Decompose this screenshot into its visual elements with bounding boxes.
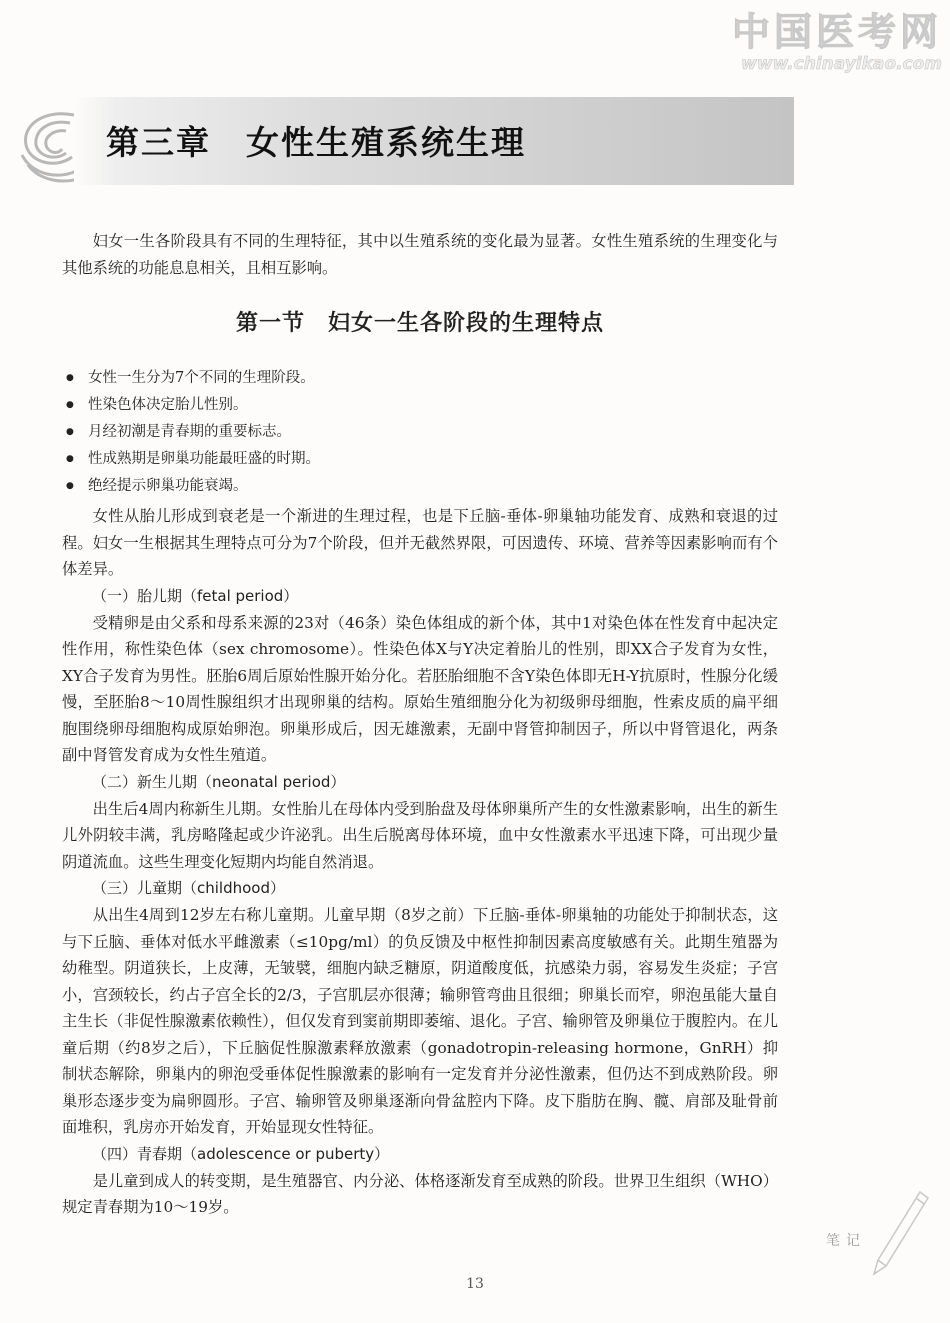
watermark xyxy=(692,10,942,74)
paragraph-overview: 女性从胎儿形成到衰老是一个渐进的生理过程，也是下丘脑-垂体-卵巢轴功能发育、成熟和衰退的过程。妇女一生根据其生理特点可分为7个阶段，但并无截然界限，可因遗传、环境、营养等因素影响而有个体差异。 xyxy=(62,507,778,578)
list-item: ● 月经初潮是青春期的重要标志。 xyxy=(62,419,778,446)
paragraph-childhood: 从出生4周到12岁左右称儿童期。儿童早期（8岁之前）下丘脑-垂体-卵巢轴的功能处于抑制状态，这与下丘脑、垂体对低水平雌激素（≤10pg/ml）的负反馈及中枢性抑制因素高度敏感有关。此期生殖器为幼稚型。阴道狭长，上皮薄，无皱襞，细胞内缺乏糖原，阴道酸度低，抗感染力弱，容易发生炎症；子宫小，宫颈较长，约占子宫全长的2/3，子宫肌层亦很薄；输卵管弯曲且很细；卵巢长而窄，卵泡虽能大量自主生长（非促性腺激素依赖性），但仅发育到窦前期即萎缩、退化。子宫、输卵管及卵巢位于腹腔内。在儿童后期（约8岁之后），下丘脑促性腺激素释放激素（gonadotropin-releasing hormone，GnRH）抑制状态解除，卵巢内的卵泡受垂体促性腺激素的影响有一定发育并分泌性激素，但仍达不到成熟阶段。卵巢形态逐步变为扁卵圆形。子宫、输卵管及卵巢逐渐向骨盆腔内下降。皮下脂肪在胸、髋、肩部及耻骨前面堆积，乳房亦开始发育，开始显现女性特征。 xyxy=(62,906,778,1136)
chapter-title: 第三章 女性生殖系统生理 xyxy=(106,123,526,162)
subheading-adolescence: （四）青春期（adolescence or puberty） xyxy=(92,1144,390,1163)
subheading-childhood: （三）儿童期（childhood） xyxy=(92,879,285,897)
list-item: ● 性染色体决定胎儿性别。 xyxy=(62,392,778,419)
watermark-url: www.chinayikao.com xyxy=(741,54,942,74)
chapter-header xyxy=(14,95,794,191)
list-item: ● 性成熟期是卵巢功能最旺盛的时期。 xyxy=(62,446,778,473)
section-title: 第一节 妇女一生各阶段的生理特点 xyxy=(235,310,604,336)
body-text xyxy=(62,503,778,1221)
intro-paragraph: 妇女一生各阶段具有不同的生理特征，其中以生殖系统的变化最为显著。女性生殖系统的生理变化与其他系统的功能息息相关，且相互影响。 xyxy=(62,232,778,277)
paragraph-adolescence: 是儿童到成人的转变期，是生殖器官、内分泌、体格逐渐发育至成熟的阶段。世界卫生组织（WHO）规定青春期为10～19岁。 xyxy=(62,1171,778,1216)
key-points-list xyxy=(62,365,778,500)
paragraph-neonatal: 出生后4周内称新生儿期。女性胎儿在母体内受到胎盘及母体卵巢所产生的女性激素影响，出生的新生儿外阴较丰满，乳房略隆起或少许泌乳。出生后脱离母体环境，血中女性激素水平迅速下降，可出现少量阴道流血。这些生理变化短期内均能自然消退。 xyxy=(62,799,778,871)
subheading-neonatal: （二）新生儿期（neonatal period） xyxy=(92,772,346,791)
subheading-fetal: （一）胎儿期（fetal period） xyxy=(92,586,299,605)
page-number: 13 xyxy=(466,1276,484,1292)
list-item: ● 绝经提示卵巢功能衰竭。 xyxy=(62,473,778,500)
list-item: ● 女性一生分为7个不同的生理阶段。 xyxy=(62,365,778,392)
paragraph-fetal: 受精卵是由父系和母系来源的23对（46条）染色体组成的新个体，其中1对染色体在性发育中起决定性作用，称性染色体（sex chromosome）。性染色体X与Y决定着胎儿的性别，即XX合子发育为女性，XY合子发育为男性。胚胎6周后原始性腺开始分化。若胚胎细胞不含Y染色体即无H-Y抗原时，性腺分化缓慢，至胚胎8～10周性腺组织才出现卵巢的结构。原始生殖细胞分化为初级卵母细胞，性索皮质的扁平细胞围绕卵母细胞构成原始卵泡。卵巢形成后，因无雄激素，无副中肾管抑制因子，所以中肾管退化，两条副中肾管发育成为女性生殖道。 xyxy=(62,613,778,764)
notes-label: 笔记 xyxy=(826,1233,866,1249)
pen-icon xyxy=(870,1188,930,1278)
watermark-title: 中国医考网 xyxy=(731,10,942,54)
